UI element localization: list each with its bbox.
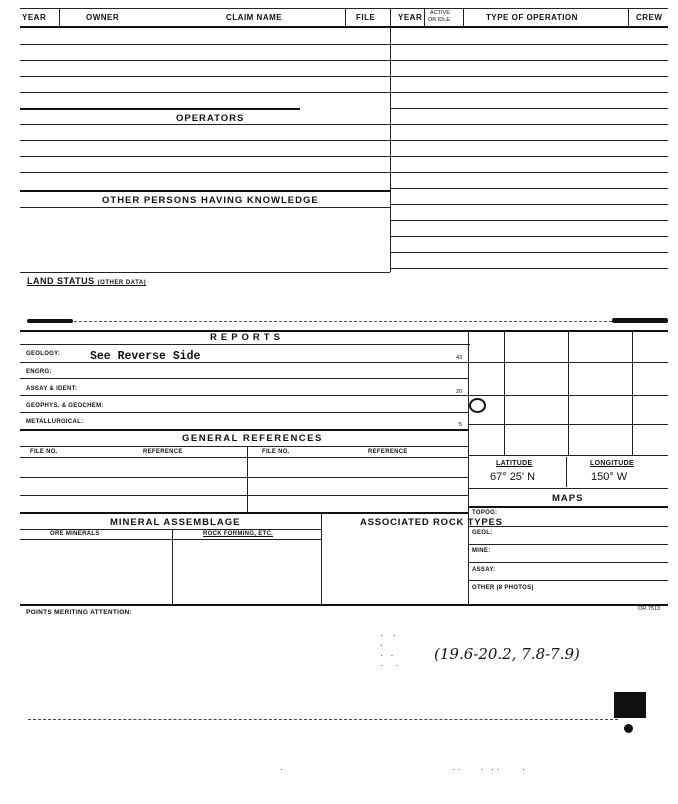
row-line (20, 395, 468, 396)
sep (345, 8, 346, 26)
row-line (20, 477, 468, 478)
sep (424, 8, 425, 26)
maps-assay: ASSAY: (472, 567, 496, 573)
report-label-assay: ASSAY & IDENT: (26, 386, 78, 392)
row-line (390, 76, 668, 77)
row-line (390, 156, 668, 157)
sep (59, 8, 60, 26)
maps-geol: GEOL: (472, 530, 493, 536)
land-status-sub: (OTHER DATA) (97, 280, 147, 286)
col-active: ACTIVE (430, 10, 450, 16)
fold-line (28, 719, 618, 720)
reports-top-rule (20, 330, 668, 332)
land-status-label: LAND STATUS (27, 276, 95, 286)
row-line (20, 140, 390, 141)
maps-title: MAPS (552, 493, 584, 504)
col-year: YEAR (22, 13, 47, 22)
sep (566, 457, 567, 487)
report-label-geophys: GEOPHYS. & GEOCHEM: (26, 403, 104, 409)
report-value-geology: See Reverse Side (90, 350, 201, 363)
row-line (468, 562, 668, 563)
row-line (20, 344, 470, 345)
registration-dot (624, 724, 633, 733)
row-line (20, 44, 390, 45)
other-persons-title: OTHER PERSONS HAVING KNOWLEDGE (102, 195, 319, 206)
row-line (390, 60, 668, 61)
circled-mark (469, 398, 486, 413)
latitude-label: LATITUDE (496, 460, 533, 467)
scan-smudge (612, 318, 668, 323)
divider-vertical (468, 330, 469, 605)
maps-topog: TOPOG: (472, 510, 498, 516)
registration-mark (614, 692, 646, 718)
report-label-geology: GEOLOGY: (26, 351, 61, 357)
row-line (468, 544, 668, 545)
row-line (390, 124, 668, 125)
maps-other: OTHER (8 PHOTOS) (472, 585, 534, 591)
maps-mine: MINE: (472, 548, 491, 554)
col-type-of-operation: TYPE OF OPERATION (486, 13, 578, 22)
header-rule (20, 26, 668, 28)
row-line (468, 580, 668, 581)
report-label-engrg: ENGRG: (26, 369, 52, 375)
row-line (390, 204, 668, 205)
row-line (390, 140, 668, 141)
row-line (390, 252, 668, 253)
row-line (20, 446, 468, 447)
scan-specks: · · · · · · · (380, 630, 399, 670)
fold-line (74, 321, 612, 322)
row-line (20, 272, 390, 273)
row-line (20, 495, 468, 496)
row-line (468, 488, 668, 489)
grid-line (468, 362, 668, 363)
col-crew: CREW (636, 13, 663, 22)
row-line (390, 188, 668, 189)
row-line (20, 60, 390, 61)
operators-rule (20, 108, 300, 110)
report-margin-metallurgical: '5 (458, 422, 463, 428)
grid-line (632, 330, 633, 455)
row-line (20, 378, 468, 379)
gr-col-file-no: FILE NO. (30, 449, 58, 455)
latitude-value: 67° 25' N (490, 471, 536, 483)
associated-rock-types-title: ASSOCIATED ROCK TYPES (360, 517, 503, 528)
row-line (20, 92, 390, 93)
sep (247, 446, 248, 512)
grid-line (468, 455, 668, 456)
rock-forming-header: ROCK FORMING, ETC. (203, 531, 274, 537)
col-claim-name: CLAIM NAME (226, 13, 283, 22)
row-line (390, 236, 668, 237)
row-line (390, 92, 668, 93)
grid-line (468, 424, 668, 425)
sep (321, 512, 322, 605)
row-line (390, 44, 668, 45)
row-line (20, 412, 468, 413)
report-margin-geology: 43 (456, 355, 463, 361)
report-label-metallurgical: METALLURGICAL: (26, 419, 84, 425)
col-active-sub: OR IDLE (428, 17, 451, 23)
row-line (20, 539, 321, 540)
grid-line (568, 330, 569, 455)
bottom-rule (20, 604, 668, 606)
table-top-rule (20, 8, 668, 9)
row-line (20, 529, 321, 530)
general-references-title: GENERAL REFERENCES (182, 433, 323, 444)
row-line (390, 220, 668, 221)
gr-col-file-no-2: FILE NO. (262, 449, 290, 455)
row-line (20, 76, 390, 77)
scan-smudge (27, 319, 73, 323)
row-line (20, 124, 390, 125)
mineral-assemblage-title: MINERAL ASSEMBLAGE (110, 517, 241, 528)
gr-col-reference: REFERENCE (143, 449, 183, 455)
col-year-2: YEAR (398, 13, 423, 22)
gr-col-reference-2: REFERENCE (368, 449, 408, 455)
ore-minerals-header: ORE MINERALS (50, 531, 100, 537)
row-line (20, 429, 468, 431)
row-line (390, 268, 668, 269)
longitude-label: LONGITUDE (590, 460, 634, 467)
row-line (20, 172, 390, 173)
sep (172, 529, 173, 605)
form-code: OR 7513 (638, 606, 661, 612)
row-line (20, 512, 468, 514)
row-line (20, 457, 468, 458)
sep (463, 8, 464, 26)
row-line (20, 156, 390, 157)
row-line (468, 506, 668, 508)
handwritten-note: (19.6-20.2, 7.8-7.9) (434, 645, 580, 663)
report-margin-assay: 20 (456, 389, 463, 395)
longitude-value: 150° W (591, 471, 628, 483)
other-persons-rule (20, 190, 390, 192)
row-line (468, 526, 668, 527)
reports-title: REPORTS (210, 332, 284, 343)
row-line (20, 207, 390, 208)
land-status-title (27, 276, 146, 286)
col-file: FILE (356, 13, 376, 22)
col-owner: OWNER (86, 13, 120, 22)
scan-specks: · · · · · · (452, 764, 525, 774)
row-line (390, 108, 668, 109)
row-line (390, 172, 668, 173)
sep (628, 8, 629, 26)
row-line (20, 362, 468, 363)
grid-line (468, 395, 668, 396)
grid-line (504, 330, 505, 455)
points-meriting-attention: POINTS MERITING ATTENTION: (26, 609, 133, 616)
operators-title: OPERATORS (176, 113, 245, 124)
scan-specks: · (280, 764, 283, 774)
